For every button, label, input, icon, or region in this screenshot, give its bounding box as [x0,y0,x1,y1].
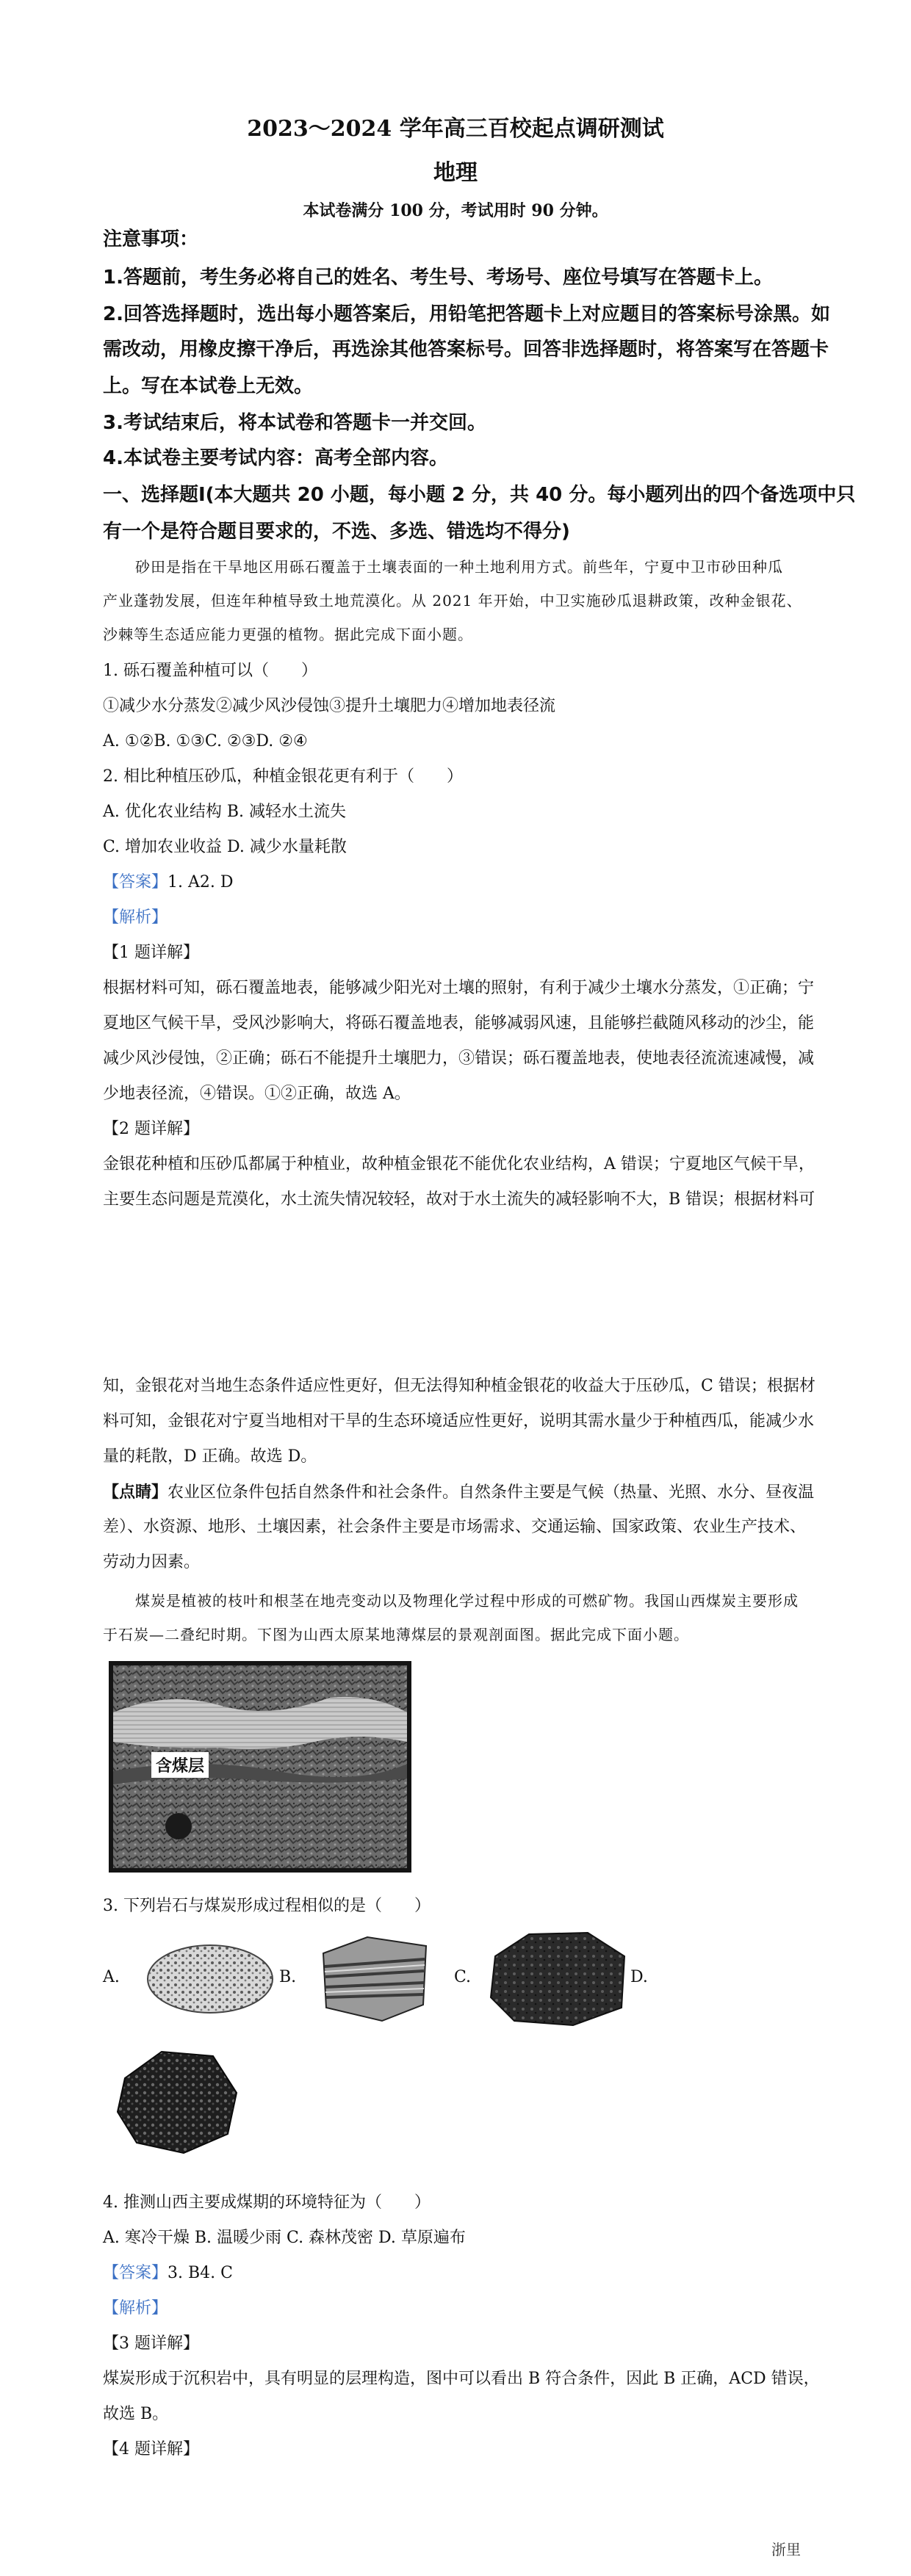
rock-a-image [144,1939,276,2019]
passage2-line-1: 煤炭是植被的枝叶和根茎在地壳变动以及物理化学过程中形成的可燃矿物。我国山西煤炭主要形成 [135,1592,799,1610]
tip-line-2: 差）、水资源、地形、土壤因素，社会条件主要是市场需求、交通运输、国家政策、农业生产技术、 [103,1518,807,1536]
q2-choices-ab: A. 优化农业结构 B. 减轻水土流失 [103,803,347,821]
footer-mark: 浙里 [771,2541,801,2558]
q3-option-d-label: D. [630,1968,648,1986]
q1-stem: 1. 砾石覆盖种植可以（ ） [103,662,317,680]
tip-heading: 【点睛】 [103,1483,168,1502]
detail-1-line-3: 减少风沙侵蚀，②正确；砾石不能提升土壤肥力，③错误；砾石覆盖地表，使地表径流流速减慢，减 [103,1049,815,1068]
detail-1-line-1: 根据材料可知，砾石覆盖地表，能够减少阳光对土壤的照射，有利于减少土壤水分蒸发，①正确；宁 [103,979,815,997]
coal-seam-photo [109,1661,411,1873]
detail-1-heading: 【1 题详解】 [103,944,199,962]
analysis-tag-2: 【解析】 [103,2299,168,2318]
detail-2-line-4: 料可知，金银花对宁夏当地相对干旱的生态环境适应性更好，说明其需水量少于种植西瓜，能减少水 [103,1412,815,1430]
tip-line-3: 劳动力因素。 [103,1553,201,1571]
tip-line-1 [103,1482,815,1503]
q2-choices-cd: C. 增加农业收益 D. 减少水量耗散 [103,838,347,856]
subject-title: 地理 [433,160,478,186]
detail-2-line-1: 金银花种植和压砂瓜都属于种植业，故种植金银花不能优化农业结构，A 错误；宁夏地区气候干旱， [103,1155,815,1173]
notice-line-4: 上。写在本试卷上无效。 [103,375,314,397]
answer-text-2: 3. B4. C [168,2264,233,2282]
detail-4-heading: 【4 题详解】 [103,2440,199,2459]
q4-stem: 4. 推测山西主要成煤期的环境特征为（ ） [103,2193,431,2212]
passage1-line-2: 产业蓬勃发展，但连年种植导致土地荒漠化。从 2021 年开始，中卫实施砂瓜退耕政策，改种金银花、 [103,592,802,609]
notice-line-2: 2.回答选择题时，选出每小题答案后，用铅笔把答题卡上对应题目的答案标号涂黑。如 [103,303,830,325]
q4-choices: A. 寒冷干燥 B. 温暖少雨 C. 森林茂密 D. 草原遍布 [103,2229,466,2247]
exam-info: 本试卷满分 100 分，考试用时 90 分钟。 [303,201,608,220]
answer-block-2 [103,2263,808,2284]
passage2-line-2: 于石炭—二叠纪时期。下图为山西太原某地薄煤层的景观剖面图。据此完成下面小题。 [103,1626,689,1643]
notice-line-1: 1.答题前，考生务必将自己的姓名、考生号、考场号、座位号填写在答题卡上。 [103,267,773,289]
detail-3-line-2: 故选 B。 [103,2405,169,2423]
notice-line-5: 3.考试结束后，将本试卷和答题卡一并交回。 [103,412,486,434]
detail-2-line-2: 主要生态问题是荒漠化，水土流失情况较轻，故对于水土流失的减轻影响不大，B 错误；根据材料可 [103,1190,815,1209]
exam-title: 2023～2024 学年高三百校起点调研测试 [247,116,664,142]
q3-option-a-label: A. [103,1968,120,1986]
passage1-line-1: 砂田是指在干旱地区用砾石覆盖于土壤表面的一种土地利用方式。前些年，宁夏中卫市砂田种瓜 [135,558,783,576]
detail-3-line-1: 煤炭形成于沉积岩中，具有明显的层理构造，图中可以看出 B 符合条件，因此 B 正确，ACD 错误， [103,2370,820,2388]
notice-heading: 注意事项： [103,228,199,250]
q3-option-c-label: C. [454,1968,472,1986]
answer-tag-2: 【答案】 [103,2264,168,2282]
q1-choices: A. ①②B. ①③C. ②③D. ②④ [103,732,308,750]
q2-stem: 2. 相比种植压砂瓜，种植金银花更有利于（ ） [103,767,463,786]
section-heading-2: 有一个是符合题目要求的，不选、多选、错选均不得分) [103,521,570,543]
rock-d-image [110,2041,242,2159]
section-heading-1: 一、选择题Ⅰ(本大题共 20 小题，每小题 2 分，共 40 分。每小题列出的四个备选项中只 [103,484,856,506]
tip-text: 农业区位条件包括自然条件和社会条件。自然条件主要是气候（热量、光照、水分、昼夜温 [168,1483,815,1502]
detail-1-line-4: 少地表径流，④错误。①②正确，故选 A。 [103,1085,411,1103]
answer-block-1 [103,872,808,893]
detail-2-heading: 【2 题详解】 [103,1120,199,1138]
rock-c-image [485,1927,632,2030]
q3-stem: 3. 下列岩石与煤炭形成过程相似的是（ ） [103,1897,431,1915]
answer-tag: 【答案】 [103,873,168,891]
notice-line-3: 需改动，用橡皮擦干净后，再选涂其他答案标号。回答非选择题时，将答案写在答题卡 [103,339,829,361]
analysis-tag: 【解析】 [103,908,168,927]
detail-3-heading: 【3 题详解】 [103,2334,199,2353]
q3-option-b-label: B. [279,1968,297,1986]
coal-layer-label: 含煤层 [151,1752,209,1778]
passage1-line-3: 沙棘等生态适应能力更强的植物。据此完成下面小题。 [103,626,473,643]
detail-2-line-5: 量的耗散，D 正确。故选 D。 [103,1447,317,1466]
rock-b-image [316,1931,433,2027]
detail-2-line-3: 知，金银花对当地生态条件适应性更好，但无法得知种植金银花的收益大于压砂瓜，C 错误；根据材 [103,1377,815,1395]
detail-1-line-2: 夏地区气候干旱，受风沙影响大，将砾石覆盖地表，能够减弱风速，且能够拦截随风移动的沙尘，能 [103,1014,815,1032]
answer-text: 1. A2. D [168,873,234,891]
q1-options: ①减少水分蒸发②减少风沙侵蚀③提升土壤肥力④增加地表径流 [103,697,556,715]
notice-line-6: 4.本试卷主要考试内容：高考全部内容。 [103,447,448,469]
